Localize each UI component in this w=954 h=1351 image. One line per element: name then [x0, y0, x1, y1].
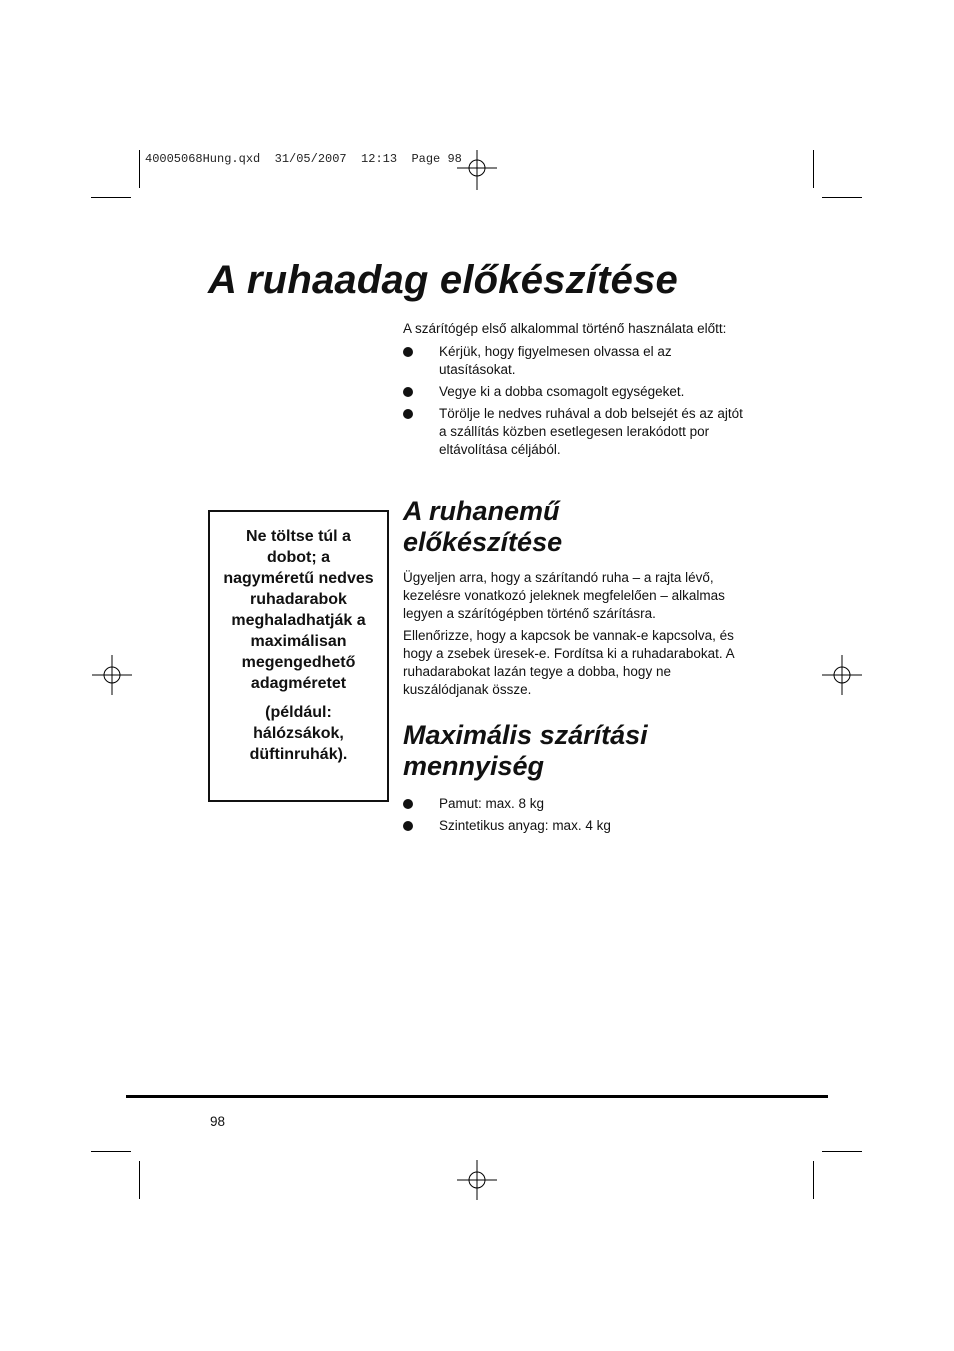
registration-mark-icon	[92, 655, 132, 695]
section-heading: A ruhanemű előkészítése	[403, 496, 563, 557]
section-preparation	[403, 496, 748, 699]
bullet-icon	[403, 799, 413, 809]
section-paragraph: Ellenőrizze, hogy a kapcsok be vannak-e kapcsolva, és hogy a zsebek üresek-e. Fordítsa ki a ruhadarabokat. A ruhadarabokat lazán tegye a dobba, hogy ne kuszálódjanak össze.	[403, 628, 734, 697]
warning-box	[208, 510, 389, 802]
intro-section	[403, 320, 748, 463]
list-item: Törölje le nedves ruhával a dob belsejét és az ajtót a szállítás közben esetlegesen lerakódott por eltávolítása céljából.	[403, 405, 748, 459]
print-slug: 40005068Hung.qxd 31/05/2007 12:13 Page 98	[145, 152, 462, 166]
bullet-icon	[403, 347, 413, 357]
list-item: Kérjük, hogy figyelmesen olvassa el az utasításokat.	[403, 343, 748, 379]
max-load-list	[403, 795, 748, 835]
footer-rule	[126, 1095, 828, 1098]
registration-mark-icon	[457, 1160, 497, 1200]
section-paragraph: Ügyeljen arra, hogy a szárítandó ruha – a rajta lévő, kezelésre vonatkozó jeleknek megfelelően – alkalmas legyen a szárítógépben történő szárításra.	[403, 570, 725, 621]
registration-mark-icon	[457, 150, 497, 190]
list-item: Szintetikus anyag: max. 4 kg	[403, 817, 748, 835]
bullet-icon	[403, 387, 413, 397]
intro-lead: A szárítógép első alkalommal történő használata előtt:	[403, 321, 727, 336]
warning-text: Ne töltse túl a dobot; a nagyméretű nedves ruhadarabok meghaladhatják a maximálisan megengedhető adagméretet	[223, 528, 374, 692]
page-title: A ruhaadag előkészítése	[208, 258, 678, 302]
section-max-load	[403, 720, 748, 839]
bullet-icon	[403, 409, 413, 419]
list-item: Vegye ki a dobba csomagolt egységeket.	[403, 383, 748, 401]
section-heading: Maximális szárítási mennyiség	[403, 720, 648, 781]
intro-bullet-list	[403, 343, 748, 459]
bullet-icon	[403, 821, 413, 831]
list-item: Pamut: max. 8 kg	[403, 795, 748, 813]
registration-mark-icon	[822, 655, 862, 695]
page-number: 98	[210, 1114, 226, 1129]
warning-example: (például: hálózsákok, düftinruhák).	[249, 704, 348, 763]
